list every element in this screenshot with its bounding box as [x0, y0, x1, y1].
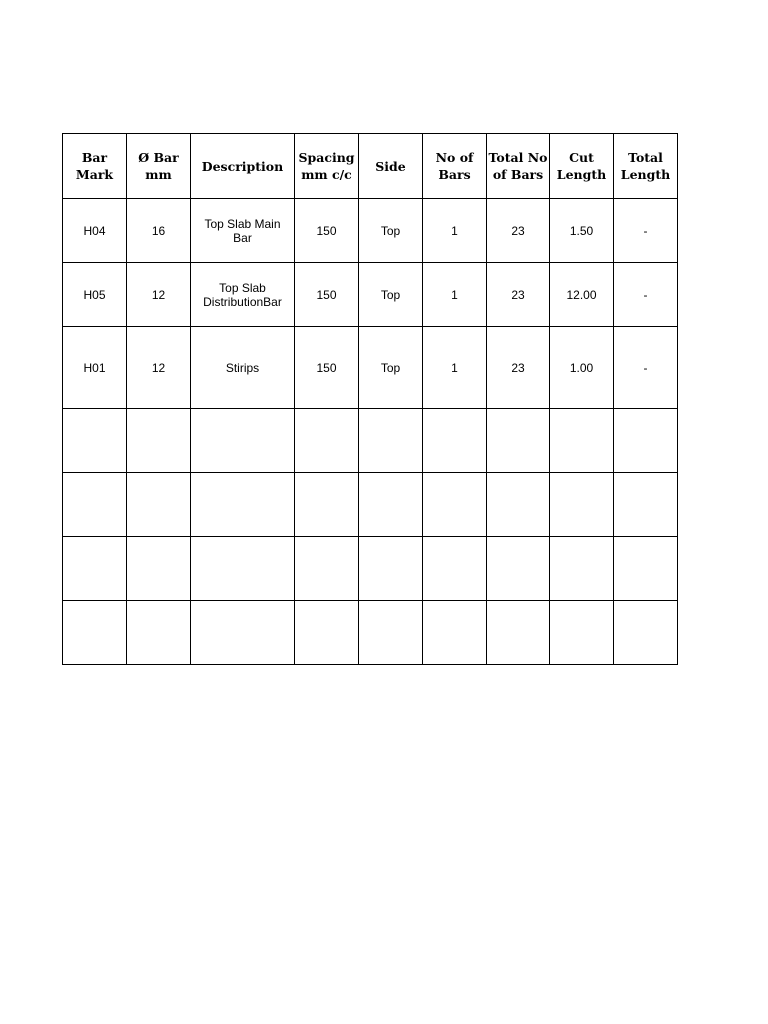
empty-cell [550, 409, 614, 473]
table-row [63, 263, 678, 327]
table-row [63, 199, 678, 263]
empty-cell [63, 537, 127, 601]
empty-cell [614, 601, 678, 665]
empty-cell [191, 473, 295, 537]
empty-cell [614, 473, 678, 537]
empty-cell [614, 537, 678, 601]
empty-cell [127, 537, 191, 601]
empty-cell [63, 409, 127, 473]
cell-bar-diameter: 12 [127, 327, 191, 409]
header-total-length: Total Length [614, 134, 678, 199]
cell-spacing: 150 [295, 199, 359, 263]
header-row [63, 134, 678, 199]
empty-cell [127, 601, 191, 665]
cell-spacing: 150 [295, 263, 359, 327]
cell-no-of-bars: 1 [423, 327, 487, 409]
header-total-no-of-bars: Total No of Bars [487, 134, 550, 199]
cell-side: Top [359, 263, 423, 327]
cell-bar-mark: H05 [63, 263, 127, 327]
bar-bending-schedule [62, 133, 678, 665]
empty-table-row [63, 473, 678, 537]
empty-cell [295, 601, 359, 665]
empty-cell [423, 601, 487, 665]
empty-cell [359, 473, 423, 537]
cell-no-of-bars: 1 [423, 199, 487, 263]
cell-total-length: - [614, 263, 678, 327]
empty-cell [487, 409, 550, 473]
empty-cell [550, 537, 614, 601]
cell-side: Top [359, 327, 423, 409]
empty-cell [550, 473, 614, 537]
header-side: Side [359, 134, 423, 199]
header-no-of-bars: No of Bars [423, 134, 487, 199]
cell-total-no-of-bars: 23 [487, 199, 550, 263]
empty-cell [423, 473, 487, 537]
cell-description: Top Slab DistributionBar [191, 263, 295, 327]
cell-no-of-bars: 1 [423, 263, 487, 327]
empty-cell [487, 601, 550, 665]
cell-total-length: - [614, 199, 678, 263]
empty-cell [191, 537, 295, 601]
empty-cell [295, 473, 359, 537]
empty-cell [191, 601, 295, 665]
cell-cut-length: 12.00 [550, 263, 614, 327]
empty-cell [487, 473, 550, 537]
cell-bar-diameter: 16 [127, 199, 191, 263]
empty-cell [423, 409, 487, 473]
header-bar-diameter: Ø Bar mm [127, 134, 191, 199]
cell-spacing: 150 [295, 327, 359, 409]
empty-table-row [63, 601, 678, 665]
empty-cell [423, 537, 487, 601]
empty-cell [63, 473, 127, 537]
cell-bar-diameter: 12 [127, 263, 191, 327]
header-description: Description [191, 134, 295, 199]
empty-table-row [63, 409, 678, 473]
empty-cell [359, 409, 423, 473]
empty-cell [614, 409, 678, 473]
cell-bar-mark: H04 [63, 199, 127, 263]
empty-cell [550, 601, 614, 665]
cell-cut-length: 1.00 [550, 327, 614, 409]
cell-total-no-of-bars: 23 [487, 327, 550, 409]
schedule-table [62, 133, 678, 665]
cell-side: Top [359, 199, 423, 263]
empty-cell [191, 409, 295, 473]
header-spacing: Spacing mm c/c [295, 134, 359, 199]
empty-cell [295, 409, 359, 473]
cell-bar-mark: H01 [63, 327, 127, 409]
cell-cut-length: 1.50 [550, 199, 614, 263]
empty-table-row [63, 537, 678, 601]
empty-cell [359, 601, 423, 665]
cell-total-no-of-bars: 23 [487, 263, 550, 327]
empty-cell [359, 537, 423, 601]
header-cut-length: Cut Length [550, 134, 614, 199]
empty-cell [63, 601, 127, 665]
table-row [63, 327, 678, 409]
empty-cell [127, 473, 191, 537]
empty-cell [295, 537, 359, 601]
cell-description: Top Slab Main Bar [191, 199, 295, 263]
cell-description: Stirips [191, 327, 295, 409]
empty-cell [487, 537, 550, 601]
empty-cell [127, 409, 191, 473]
cell-total-length: - [614, 327, 678, 409]
header-bar-mark: Bar Mark [63, 134, 127, 199]
